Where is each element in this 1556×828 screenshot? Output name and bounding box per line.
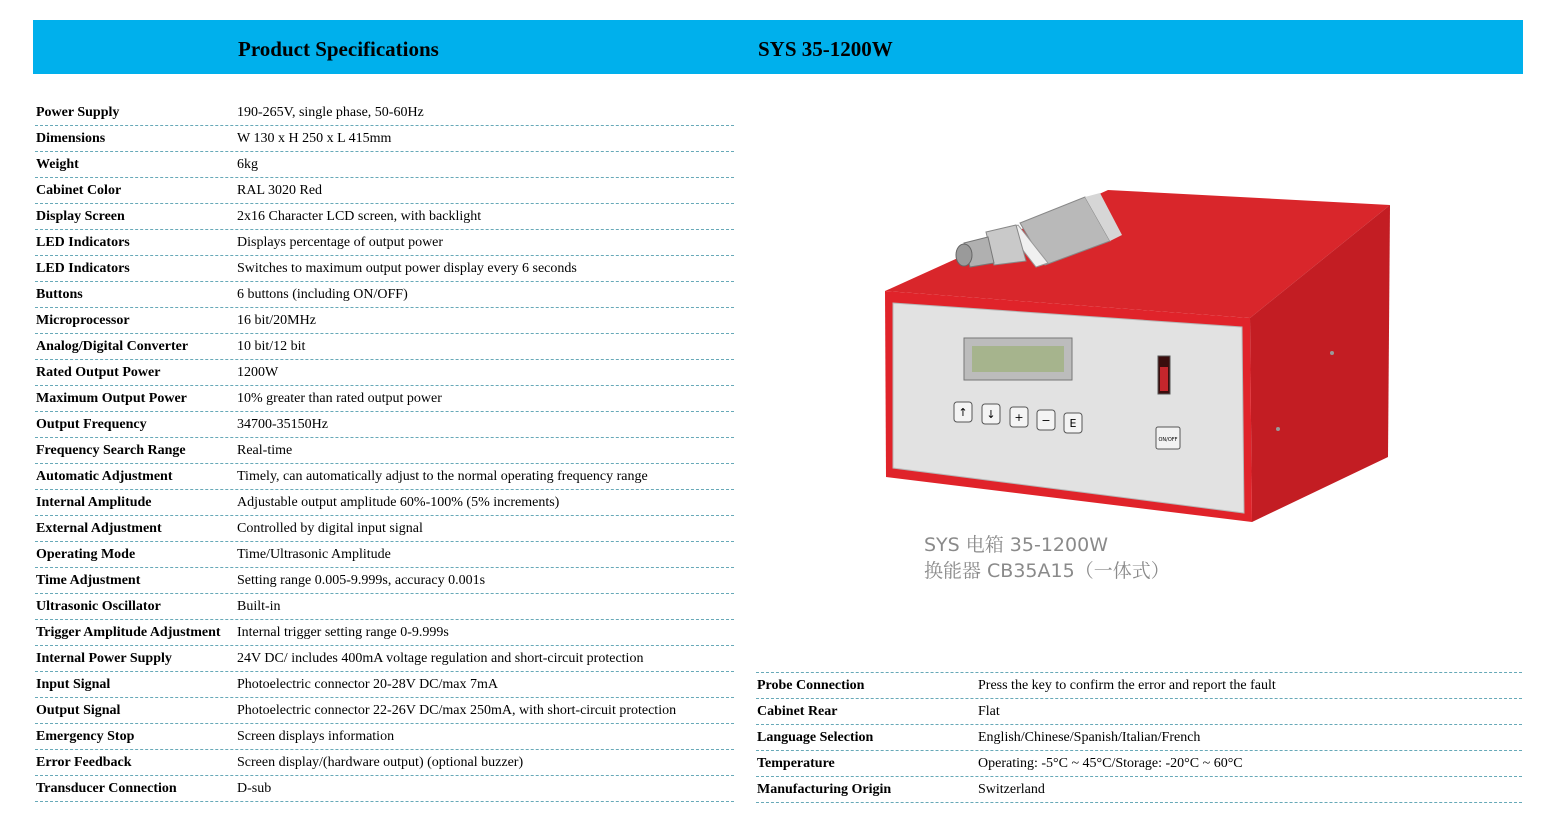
spec-label: Probe Connection [757,678,865,693]
spec-row [35,360,734,386]
spec-value: 16 bit/20MHz [237,313,316,328]
spec-label: Cabinet Color [36,183,122,198]
spec-label: External Adjustment [36,521,162,536]
spec-value: 34700-35150Hz [237,417,328,432]
led-bar-fill [1160,367,1168,391]
spec-row [756,699,1522,725]
spec-row [756,673,1522,699]
spec-row [35,490,734,516]
spec-row [35,178,734,204]
spec-value: W 130 x H 250 x L 415mm [237,131,392,146]
spec-row [35,542,734,568]
spec-label: Output Frequency [36,417,147,432]
spec-row [35,672,734,698]
key-up-icon: ↑ [958,406,968,419]
spec-value: 6kg [237,157,258,172]
spec-label: Internal Amplitude [36,495,152,510]
spec-value: 24V DC/ includes 400mA voltage regulation and short-circuit protection [237,651,644,666]
key-plus-icon: + [1014,411,1024,424]
spec-value: Controlled by digital input signal [237,521,423,536]
spec-row [35,464,734,490]
lcd-screen [972,346,1064,372]
spec-label: Display Screen [36,209,125,224]
key-enter-icon: E [1069,417,1077,430]
spec-value: Flat [978,704,1000,719]
spec-label: Error Feedback [36,755,132,770]
spec-value: 2x16 Character LCD screen, with backlight [237,209,482,224]
spec-value: 6 buttons (including ON/OFF) [237,287,408,302]
spec-label: Frequency Search Range [36,443,186,458]
spec-value: Adjustable output amplitude 60%-100% (5% increments) [237,495,560,510]
spec-label: Temperature [757,756,835,771]
spec-row [35,334,734,360]
spec-label: Dimensions [36,131,106,146]
spec-label: Buttons [36,287,83,302]
spec-row [756,725,1522,751]
spec-row [35,256,734,282]
spec-label: Power Supply [36,105,120,120]
key-minus-icon: − [1041,414,1051,427]
spec-row [35,438,734,464]
spec-value: Photoelectric connector 22-26V DC/max 250mA, with short-circuit protection [237,703,677,718]
spec-row [35,282,734,308]
key-down-icon: ↓ [986,408,996,421]
spec-value: Photoelectric connector 20-28V DC/max 7mA [237,677,499,692]
header-title: Product Specifications [238,37,439,61]
spec-row [35,516,734,542]
spec-value: Real-time [237,443,293,458]
spec-label: Microprocessor [36,313,130,328]
spec-label: Maximum Output Power [36,391,187,406]
spec-row [35,308,734,334]
spec-label: Trigger Amplitude Adjustment [36,625,221,640]
spec-value: 190-265V, single phase, 50-60Hz [237,105,424,120]
spec-value: Switches to maximum output power display every 6 seconds [237,261,577,276]
spec-label: Language Selection [757,730,874,745]
spec-label: LED Indicators [36,261,130,276]
screw [1276,427,1280,431]
spec-label: Cabinet Rear [757,704,838,719]
spec-value: Built-in [237,599,281,614]
spec-label: Transducer Connection [36,781,177,796]
spec-label: Emergency Stop [36,729,135,744]
spec-row [35,568,734,594]
spec-label: Manufacturing Origin [757,782,892,797]
spec-label: Weight [36,157,79,172]
spec-label: Input Signal [36,677,111,692]
spec-value: English/Chinese/Spanish/Italian/French [978,730,1201,745]
spec-value: Displays percentage of output power [237,235,444,250]
spec-value: Timely, can automatically adjust to the normal operating frequency range [237,469,648,484]
spec-value: 10 bit/12 bit [237,339,306,354]
product-caption [924,532,1170,584]
caption-line-2: 换能器 CB35A15（一体式） [924,560,1170,582]
spec-row [35,386,734,412]
header-model: SYS 35-1200W [758,37,893,61]
spec-row [35,126,734,152]
spec-row [35,100,734,126]
spec-value: Screen displays information [237,729,395,744]
spec-row [35,698,734,724]
spec-value: Switzerland [978,782,1045,797]
product-image [880,185,1400,585]
spec-row [35,412,734,438]
power-key-label: ON/OFF [1158,437,1178,443]
spec-label: LED Indicators [36,235,130,250]
spec-label: Output Signal [36,703,121,718]
spec-value: D-sub [237,781,272,796]
spec-table-left [35,100,734,802]
spec-value: RAL 3020 Red [237,183,323,198]
spec-value: Internal trigger setting range 0-9.999s [237,625,449,640]
spec-row [756,751,1522,777]
spec-value: 10% greater than rated output power [237,391,442,406]
spec-value: 1200W [237,365,279,380]
spec-row [35,204,734,230]
spec-row [35,152,734,178]
spec-value: Screen display/(hardware output) (optional buzzer) [237,755,524,770]
spec-row [35,724,734,750]
spec-label: Internal Power Supply [36,651,172,666]
spec-label: Time Adjustment [36,573,141,588]
spec-label: Analog/Digital Converter [36,339,189,354]
spec-row [35,620,734,646]
spec-table-right [756,672,1522,803]
spec-row [35,646,734,672]
spec-label: Operating Mode [36,547,136,562]
spec-row [35,594,734,620]
spec-value: Press the key to confirm the error and report the fault [978,678,1276,693]
spec-value: Setting range 0.005-9.999s, accuracy 0.001s [237,573,486,588]
spec-label: Automatic Adjustment [36,469,173,484]
caption-line-1: SYS 电箱 35-1200W [924,534,1108,556]
spec-value: Operating: -5°C ~ 45°C/Storage: -20°C ~ 60°C [978,756,1243,771]
screw [1330,351,1334,355]
spec-value: Time/Ultrasonic Amplitude [237,547,391,562]
spec-row [35,750,734,776]
spec-label: Rated Output Power [36,365,161,380]
spec-row [35,230,734,256]
spec-row [756,777,1522,803]
spec-row [35,776,734,802]
spec-label: Ultrasonic Oscillator [36,599,161,614]
